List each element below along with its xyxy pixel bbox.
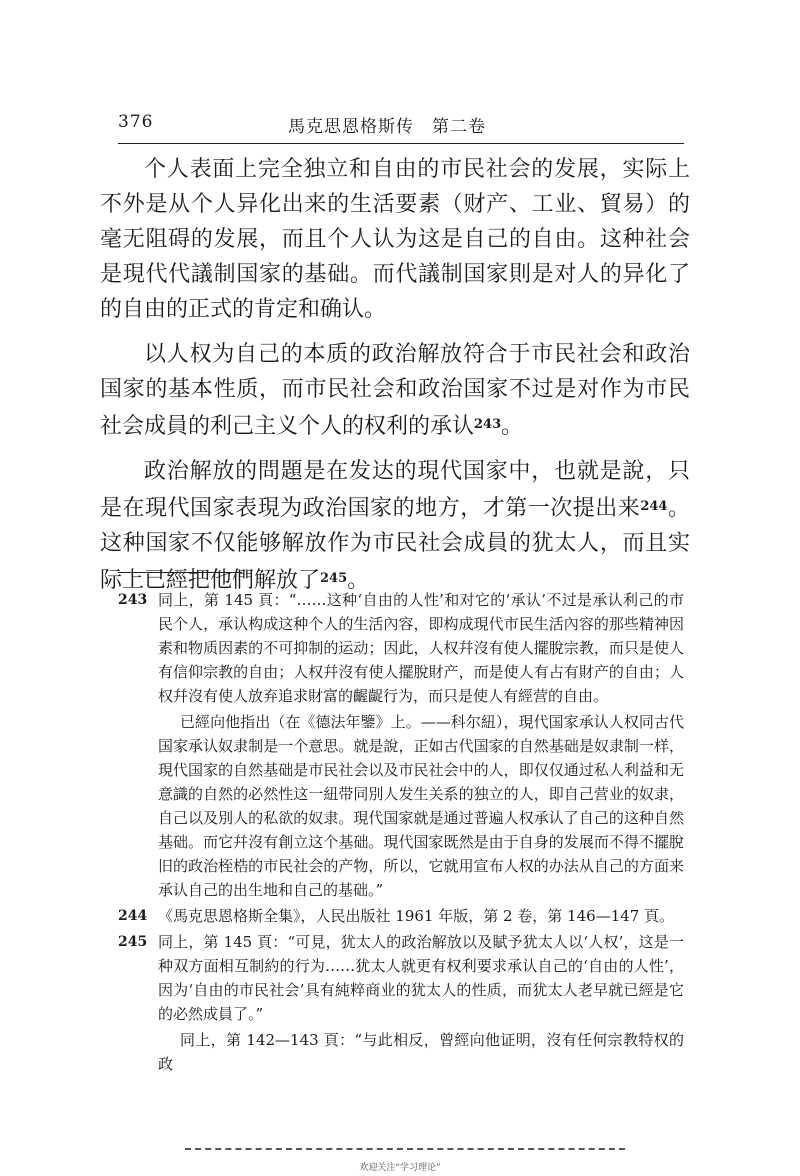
paragraph-2-text: 以人权为自己的本质的政治解放符合于市民社会和政治国家的基本性质，而市民社会和政治国家不过是对作为市民社会成員的利己主义个人的权利的承认 [100,342,690,439]
scan-bottom-line [185,1148,625,1150]
footnote-244 [118,904,684,928]
paragraph-3 [100,454,690,598]
running-title: 馬克思恩格斯传 第二卷 [288,117,486,137]
footnote-text: 《馬克思恩格斯全集》，人民出版社 1961 年版，第 2 卷，第 146—147 頁。 [158,907,675,925]
footer-caption: 欢迎关注“学习理论” [359,1163,441,1173]
footnotes [118,588,684,1076]
footnote-text: 同上，第 145 頁：“可見，犹太人的政治解放以及賦予犹太人以‘人权’，这是一种双方面相互制約的行为……犹太人就更有权利要求承认自己的‘自由的人性’，因为‘自由的市民社会’具有純粹商业的犹太人的性质，而犹太人老早就已經是它的必然成員了。” [158,933,684,1023]
header-rule [118,143,684,144]
footnote-rule [118,572,242,573]
footnote-245-continuation: 同上，第 142—143 頁：“与此相反，曾經向他证明，沒有任何宗教特权的政 [158,1031,684,1073]
paragraph-2-end: 。 [501,414,524,439]
footnote-ref-245: 245 [320,571,348,586]
footnote-245 [118,930,684,1026]
paragraph-3-text-b: 。这种国家不仅能够解放作为市民社会成員的犹太人，而且实际上已經把他們解放了 [100,496,690,593]
main-text [100,152,690,608]
page-number: 376 [118,112,154,132]
page-header [118,112,678,138]
footnote-243 [118,588,684,708]
paragraph-3-text-a: 政治解放的問題是在发达的現代国家中，也就是說，只是在現代国家表現为政治国家的地方，才第一次提出来 [100,459,690,521]
footnote-number: 243 [118,592,148,608]
paragraph-2 [100,337,690,444]
footnote-number: 245 [118,934,148,950]
paragraph-1: 个人表面上完全独立和自由的市民社会的发展，实际上不外是从个人异化出来的生活要素（财产、工业、貿易）的毫无阻碍的发展，而且个人认为这是自己的自由。这种社会是現代代議制国家的基础。而代議制国家則是对人的异化了的自由的正式的肯定和确认。 [100,157,690,322]
footnote-text: 同上，第 145 頁：“……这种‘自由的人性’和对它的‘承认’不过是承认利己的市民个人，承认构成这种个人的生活內容，即构成現代市民生活內容的那些精神因素和物质因素的不可抑制的运动；因此，人权幷沒有使人擺脫宗教，而只是使人有信仰宗教的自由；人权幷沒有使人擺脫財产，而是使人有占有財产的自由；人权幷沒有使人放弃追求財富的齷齪行为，而只是使人有經营的自由。 [158,591,684,705]
paragraph-3-end: 。 [347,568,370,593]
footnote-number: 244 [118,908,148,924]
footnote-243-continuation: 已經向他指出（在《德法年鑒》上。——科尔紐），現代国家承认人权同古代国家承认奴隶制是一个意思。就是說，正如古代国家的自然基础是奴隶制一样，現代国家的自然基础是市民社会以及市民社会中的人，即仅仅通过私人利益和无意識的自然的必然性这一紐带同別人发生关系的独立的人，即自己营业的奴隶，自己以及別人的私欲的奴隶。現代国家就是通过普遍人权承认了自己的这种自然基础。而它幷沒有創立这个基础。現代国家既然是由于自身的发展而不得不擺脫旧的政治桎梏的市民社会的产物，所以，它就用宣布人权的办法从自己的方面来承认自己的出生地和自己的基础。” [158,713,684,899]
footnote-ref-244: 244 [640,499,668,514]
footnote-ref-243: 243 [474,417,502,432]
